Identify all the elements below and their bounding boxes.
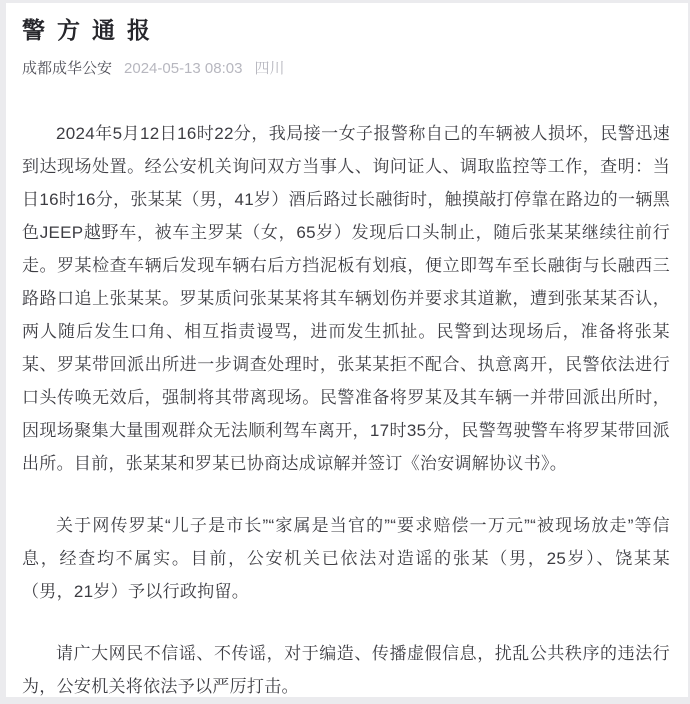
article-page bbox=[6, 3, 688, 697]
article-body bbox=[22, 117, 670, 703]
byline-location: 四川 bbox=[254, 60, 285, 77]
byline-datetime: 2024-05-13 08:03 bbox=[124, 60, 243, 77]
paragraph-public-warning: 请广大网民不信谣、不传谣，对于编造、传播虚假信息，扰乱公共秩序的违法行为，公安机关将依法予以严厉打击。 bbox=[22, 644, 670, 696]
byline bbox=[22, 59, 670, 79]
byline-source-link[interactable]: 成都成华公安 bbox=[22, 60, 113, 77]
page-title: 警方通报 bbox=[22, 17, 162, 43]
paragraph-incident-details: 2024年5月12日16时22分，我局接一女子报警称自己的车辆被人损坏，民警迅速到达现场处置。经公安机关询问双方当事人、询问证人、调取监控等工作，查明：当日16时16分，张某某（男，41岁）酒后路过长融街时，触摸敲打停靠在路边的一辆黑色JEEP越野车，被车主罗某（女，65岁）发现后口头制止，随后张某某继续往前行走。罗某检查车辆后发现车辆右后方挡泥板有划痕，便立即驾车至长融街与长融西三路路口追上张某某。罗某质问张某某将其车辆划伤并要求其道歉，遭到张某某否认，两人随后发生口角、相互指责谩骂，进而发生抓扯。民警到达现场后，准备将张某某、罗某带回派出所进一步调查处理时，张某某拒不配合、执意离开，民警依法进行口头传唤无效后，强制将其带离现场。民警准备将罗某及其车辆一并带回派出所时，因现场聚集大量围观群众无法顺利驾车离开，17时35分，民警驾驶警车将罗某带回派出所。目前，张某某和罗某已协商达成谅解并签订《治安调解协议书》。 bbox=[22, 124, 670, 473]
paragraph-rumor-clarification: 关于网传罗某“儿子是市长”“家属是当官的”“要求赔偿一万元”“被现场放走”等信息，经查均不属实。目前，公安机关已依法对造谣的张某（男，25岁）、饶某某（男，21岁）予以行政拘留。 bbox=[22, 516, 670, 601]
